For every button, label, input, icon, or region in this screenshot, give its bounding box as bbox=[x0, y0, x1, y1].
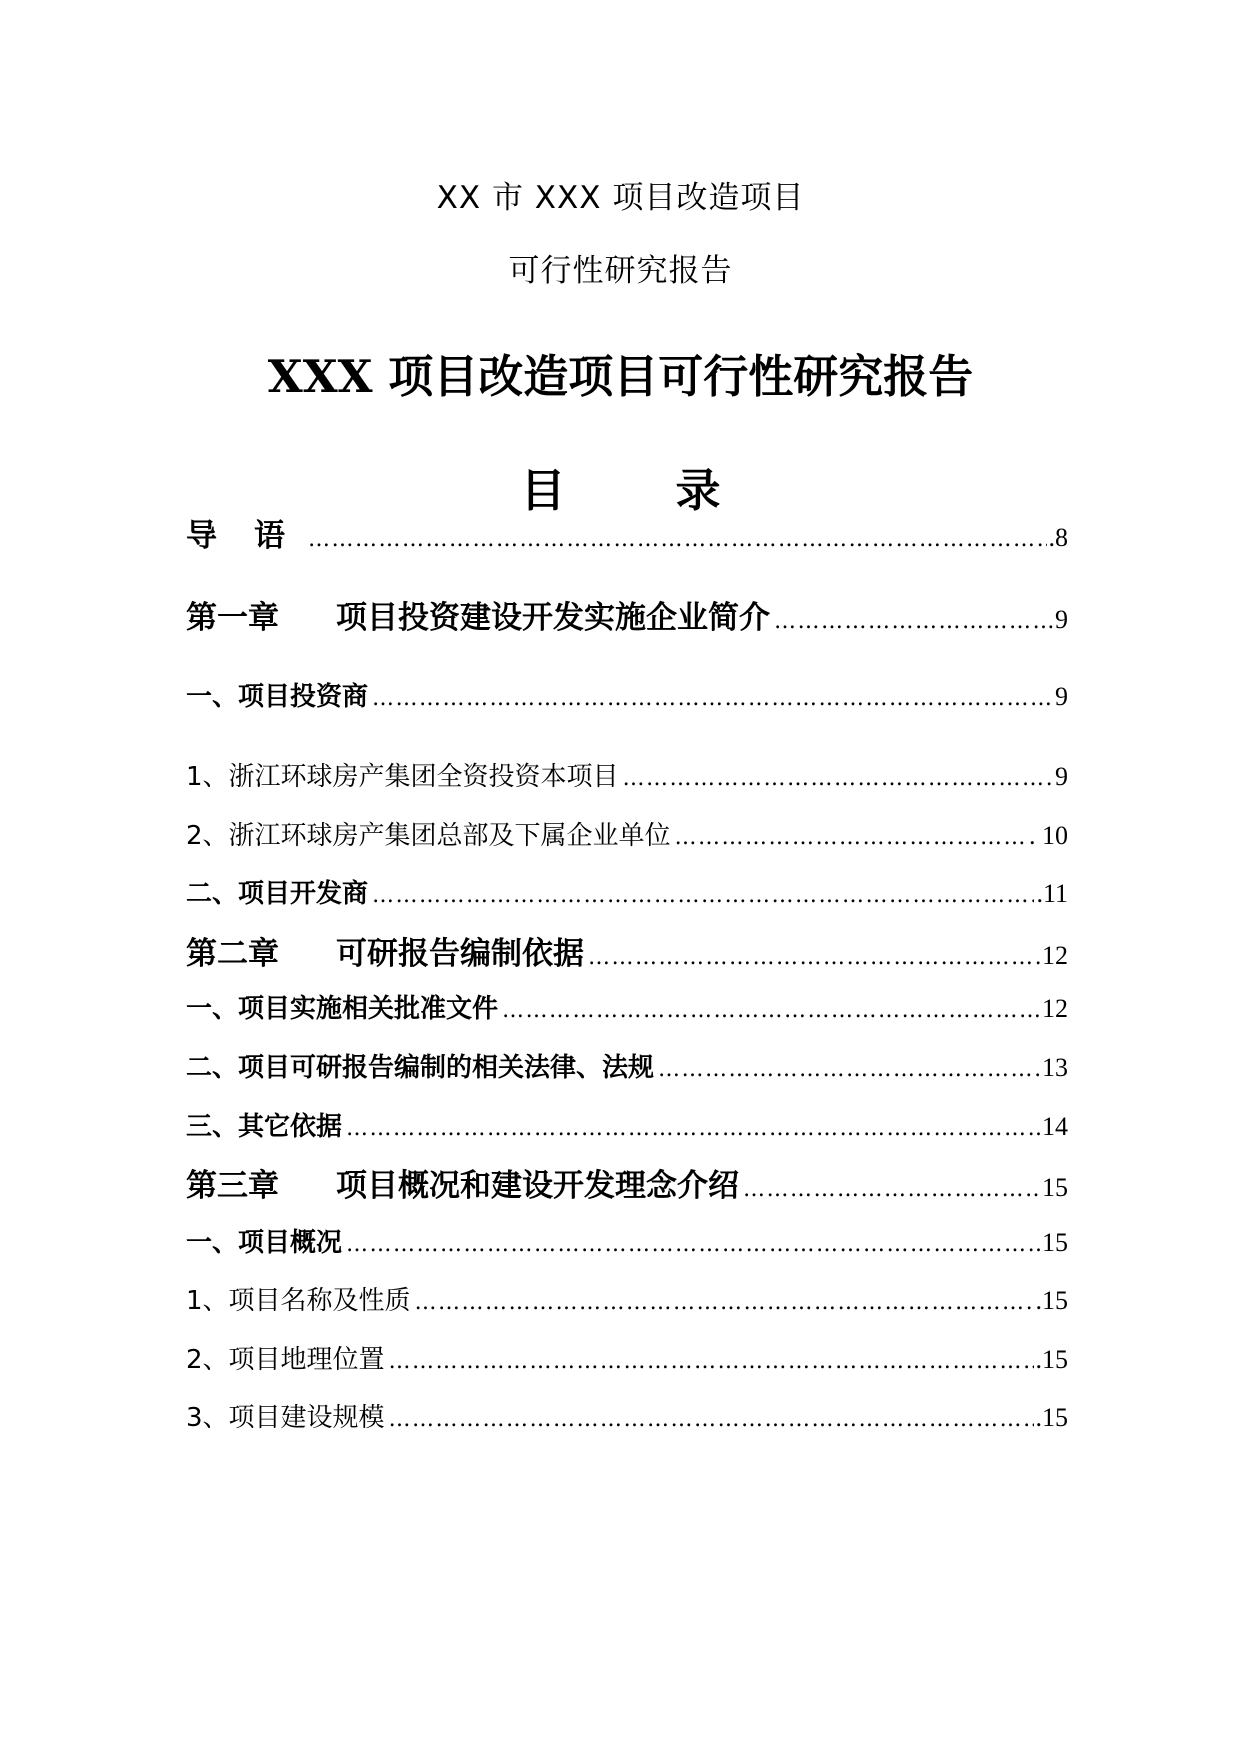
report-subtitle-line-1: XX 市 XXX 项目改造项目 bbox=[436, 180, 805, 216]
toc-page-number: .15 bbox=[1035, 1403, 1068, 1432]
toc-dot-leader bbox=[346, 1232, 1040, 1257]
toc-page-number: 15 bbox=[1042, 1173, 1068, 1202]
toc-page-number: 15 bbox=[1042, 1228, 1068, 1257]
toc-dot-leader bbox=[502, 998, 1040, 1023]
toc-page-number: 9 bbox=[1055, 762, 1068, 791]
toc-page-number: 9 bbox=[1055, 682, 1068, 711]
toc-entry-section[interactable] bbox=[186, 988, 1068, 1025]
toc-entry-subsection[interactable] bbox=[186, 1339, 1068, 1376]
toc-entry-title: 一、项目概况 bbox=[186, 1228, 343, 1258]
report-subtitle-line-2: 可行性研究报告 bbox=[508, 253, 733, 289]
toc-entry-title: 一、项目实施相关批准文件 bbox=[186, 994, 499, 1024]
toc-entry-subsection[interactable] bbox=[186, 815, 1068, 852]
toc-heading-left: 目 bbox=[520, 464, 566, 517]
toc-entry-section[interactable] bbox=[186, 873, 1068, 910]
toc-entry-intro[interactable] bbox=[186, 510, 1068, 555]
toc-page-number: .11 bbox=[1036, 879, 1068, 908]
toc-entry-title: 2、浙江环球房产集团总部及下属企业单位 bbox=[186, 821, 671, 851]
toc-dot-leader bbox=[372, 686, 1053, 711]
toc-chapter-number: 第一章 bbox=[186, 600, 279, 636]
report-main-title: XXX 项目改造项目可行性研究报告 bbox=[267, 350, 974, 403]
toc-entry-title: 1、浙江环球房产集团全资投资本项目 bbox=[186, 762, 619, 792]
toc-dot-leader bbox=[415, 1290, 1034, 1315]
toc-dot-leader bbox=[658, 1057, 1040, 1082]
toc-entry-section[interactable] bbox=[186, 1047, 1068, 1084]
toc-dot-leader bbox=[308, 527, 1047, 552]
toc-entry-subsection[interactable] bbox=[186, 1280, 1068, 1317]
toc-dot-leader bbox=[675, 825, 1027, 850]
toc-dot-leader bbox=[389, 1349, 1034, 1374]
toc-entry-title: 1、项目名称及性质 bbox=[186, 1286, 411, 1316]
toc-entry-title: 项目概况和建设开发理念介绍 bbox=[336, 1168, 739, 1204]
toc-entry-section[interactable] bbox=[186, 676, 1068, 713]
toc-dot-leader bbox=[372, 883, 1034, 908]
toc-page-number: .15 bbox=[1035, 1286, 1068, 1315]
toc-page-number: 9 bbox=[1055, 605, 1068, 634]
toc-entry-title: 2、项目地理位置 bbox=[186, 1345, 385, 1375]
toc-page-number: 12 bbox=[1042, 941, 1068, 970]
toc-entry-title: 三、其它依据 bbox=[186, 1112, 343, 1142]
toc-dot-leader bbox=[588, 945, 1040, 970]
toc-dot-leader bbox=[346, 1116, 1040, 1141]
toc-entry-title: 项目投资建设开发实施企业简介 bbox=[336, 600, 770, 636]
toc-chapter-number: 第二章 bbox=[186, 936, 279, 972]
toc-entry-title: 一、项目投资商 bbox=[186, 682, 369, 712]
toc-entry-title: 二、项目开发商 bbox=[186, 879, 369, 909]
toc-chapter-number: 第三章 bbox=[186, 1168, 279, 1204]
toc-dot-leader bbox=[743, 1177, 1040, 1202]
toc-entry-intro-char-1: 导 bbox=[186, 518, 217, 554]
toc-entry-chapter-1[interactable] bbox=[186, 592, 1068, 637]
toc-entry-chapter-3[interactable] bbox=[186, 1160, 1068, 1205]
toc-heading-right: 录 bbox=[675, 464, 721, 517]
toc-page-number: 14 bbox=[1042, 1112, 1068, 1141]
toc-dot-leader bbox=[623, 766, 1053, 791]
toc-dot-leader bbox=[389, 1407, 1034, 1432]
toc-dot-leader bbox=[774, 609, 1053, 634]
toc-entry-subsection[interactable] bbox=[186, 1397, 1068, 1434]
toc-entry-title: 3、项目建设规模 bbox=[186, 1403, 385, 1433]
toc-entry-title: 二、项目可研报告编制的相关法律、法规 bbox=[186, 1053, 655, 1083]
toc-entry-section[interactable] bbox=[186, 1222, 1068, 1259]
toc-page-number: 13 bbox=[1042, 1053, 1068, 1082]
toc-entry-subsection[interactable] bbox=[186, 756, 1068, 793]
toc-entry-title: 可研报告编制依据 bbox=[336, 936, 584, 972]
toc-page-number: .8 bbox=[1048, 523, 1068, 552]
toc-entry-intro-char-2: 语 bbox=[254, 518, 285, 554]
toc-page-number: 12 bbox=[1042, 994, 1068, 1023]
toc-entry-section[interactable] bbox=[186, 1106, 1068, 1143]
toc-entry-chapter-2[interactable] bbox=[186, 928, 1068, 973]
toc-page-number: .15 bbox=[1035, 1345, 1068, 1374]
toc-page-number: . 10 bbox=[1029, 821, 1068, 850]
